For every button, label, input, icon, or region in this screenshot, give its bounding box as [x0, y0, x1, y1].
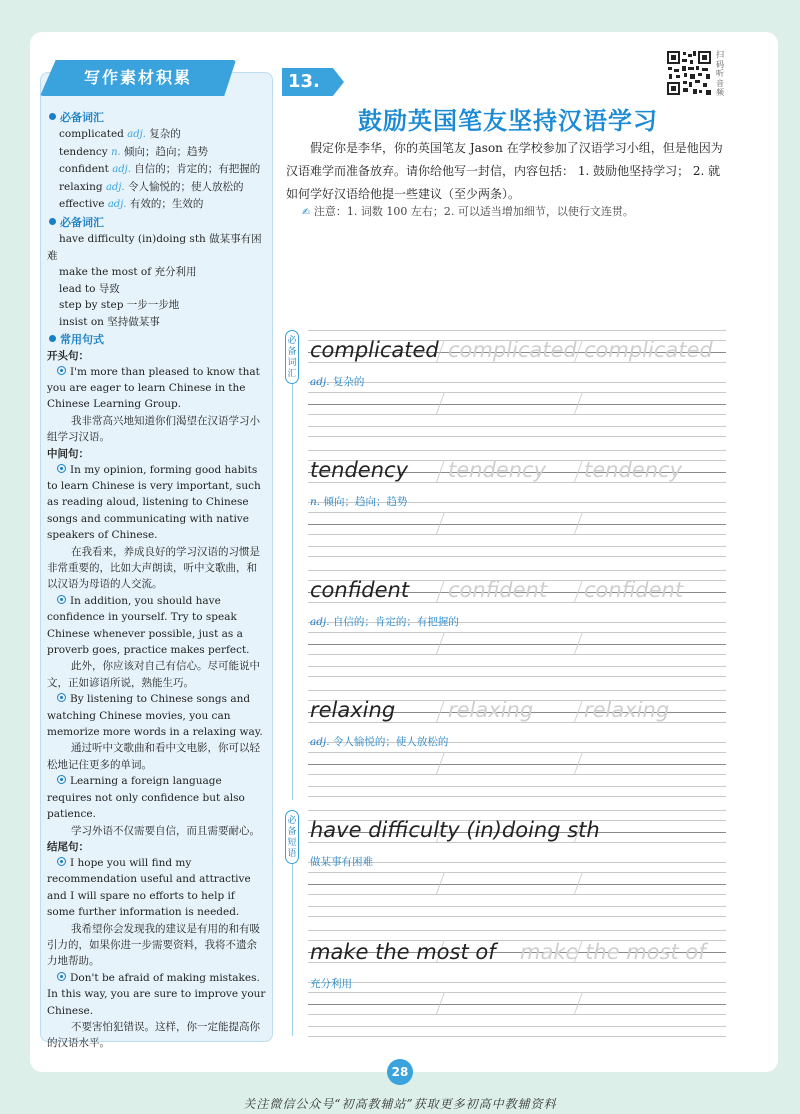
- ruled-line: [308, 362, 726, 363]
- ruled-line: [308, 392, 726, 393]
- ruled-line: [308, 872, 726, 873]
- trace-word: confident: [584, 578, 684, 602]
- practice-phrase: make the most of: [310, 940, 496, 964]
- ruled-line: [308, 556, 726, 557]
- ruled-line: [308, 1026, 726, 1027]
- practice-word: complicated: [310, 338, 439, 362]
- ruled-line: [308, 1014, 726, 1015]
- ruled-line: [308, 382, 726, 383]
- ruled-line: [308, 894, 726, 895]
- ruled-line: [308, 632, 726, 633]
- vocab-item: relaxing adj. 令人愉悦的；使人放松的: [59, 180, 244, 193]
- opening-label: 开头句：: [47, 349, 89, 362]
- vocab-item: confident adj. 自信的；肯定的；有把握的: [59, 163, 261, 176]
- margin-line: [292, 850, 293, 1036]
- sentence-zh: 不要害怕犯错误。这样，你一定能提高你的汉语水平。: [47, 1020, 260, 1050]
- ruled-line: [308, 906, 726, 907]
- target-icon: [57, 693, 66, 702]
- sentence-en: I'm more than pleased to know that you are eager to learn Chinese in the Chinese Learning Group.: [47, 365, 260, 411]
- trace-word: relaxing: [584, 698, 670, 722]
- phrase-item: have difficulty (in)doing sth 做某事有困难: [47, 232, 262, 262]
- ruled-line: [308, 884, 726, 885]
- ruled-line: [308, 666, 726, 667]
- closing-label: 结尾句：: [47, 840, 89, 853]
- bullet-icon: [49, 113, 56, 120]
- target-icon: [57, 775, 66, 784]
- ruled-line: [308, 546, 726, 547]
- ruled-line: [308, 810, 726, 811]
- vocab-item: effective adj. 有效的；生效的: [59, 198, 204, 211]
- ruled-line: [308, 796, 726, 797]
- bullet-icon: [49, 335, 56, 342]
- ruled-line: [308, 842, 726, 843]
- trace-word: complicated: [584, 338, 713, 362]
- trace-word: tendency: [448, 458, 546, 482]
- word-meaning: adj. 令人愉悦的；使人放松的: [310, 736, 449, 748]
- ruled-line: [308, 534, 726, 535]
- ruled-line: [308, 786, 726, 787]
- ruled-line: [308, 764, 726, 765]
- sentence-en: Learning a foreign language requires not only confidence but also patience.: [47, 775, 245, 821]
- ruled-line: [308, 1004, 726, 1005]
- trace-phrase: make the most of: [520, 940, 706, 964]
- sentence-zh: 此外，你应该对自己有信心。尽可能说中文，正如谚语所说，熟能生巧。: [47, 660, 260, 689]
- ruled-line: [308, 982, 726, 983]
- practice-word: confident: [310, 578, 410, 602]
- margin-line: [292, 330, 293, 800]
- phrase-meaning: 充分利用: [310, 978, 352, 990]
- ruled-line: [308, 992, 726, 993]
- word-meaning: adj. 复杂的: [310, 376, 365, 388]
- footer-note: 关注微信公众号“初高教辅站”获取更多初高中教辅资料: [243, 1097, 557, 1111]
- ruled-line: [308, 482, 726, 483]
- sentence-zh: 我非常高兴地知道你们渴望在汉语学习小组学习汉语。: [47, 414, 260, 444]
- target-icon: [57, 972, 66, 981]
- section-heading-sentences: 常用句式: [47, 332, 266, 348]
- word-meaning: adj. 自信的；肯定的；有把握的: [310, 616, 459, 628]
- writing-prompt: 假定你是李华，你的英国笔友 Jason 在学校参加了汉语学习小组，但是他因为汉语难学而准备放弃。请你给他写一封信，内容包括： 1. 鼓励他坚持学习； 2. 就如何学好汉语给他提一些建议（至少两条）。: [286, 141, 723, 201]
- ruled-line: [308, 690, 726, 691]
- middle-label: 中间句：: [47, 447, 89, 460]
- trace-word: relaxing: [448, 698, 534, 722]
- sentence-en: In my opinion, forming good habits to learn Chinese is very important, such as reading aloud, listening to Chinese songs and communicating with native speakers of Chinese.: [47, 463, 261, 542]
- sentence-zh: 通过听中文歌曲和看中文电影，你可以轻松地记住更多的单词。: [47, 742, 260, 771]
- ruled-line: [308, 602, 726, 603]
- writing-material-sidebar: [40, 72, 273, 1050]
- ruled-line: [308, 426, 726, 427]
- sidebar-banner: [40, 60, 236, 96]
- pen-icon: ✍: [302, 207, 311, 218]
- ruled-line: [308, 644, 726, 645]
- practice-phrase: have difficulty (in)doing sth: [310, 818, 600, 842]
- qr-label: 扫码听音频: [716, 50, 724, 97]
- section-heading-vocab: 必备词汇: [47, 110, 266, 126]
- sentence-en: Don't be afraid of making mistakes. In this way, you are sure to improve your Chinese.: [47, 971, 266, 1017]
- writing-note: ✍ 注意：1. 词数 100 左右；2. 可以适当增加细节，以使行文连贯。: [302, 205, 634, 218]
- section-heading-phrases: 必备词汇: [47, 215, 266, 231]
- sentence-en: In addition, you should have confidence in yourself. Try to speak Chinese whenever possible, just as a proverb goes, practice makes perfect.: [47, 594, 250, 657]
- ruled-line: [308, 752, 726, 753]
- phrase-item: lead to 导致: [59, 282, 120, 295]
- trace-word: complicated: [448, 338, 577, 362]
- ruled-line: [308, 330, 726, 331]
- qr-code-icon[interactable]: [666, 50, 712, 96]
- sentence-zh: 学习外语不仅需要自信，而且需要耐心。: [71, 824, 260, 837]
- page-title: 鼓励英国笔友坚持汉语学习: [358, 107, 658, 135]
- target-icon: [57, 464, 66, 473]
- ruled-line: [308, 450, 726, 451]
- ruled-line: [308, 512, 726, 513]
- vocab-item: complicated adj. 复杂的: [59, 128, 181, 140]
- ruled-line: [308, 722, 726, 723]
- phrase-item: step by step 一步一步地: [59, 299, 180, 312]
- sidebar-title: 写作素材积累: [83, 68, 192, 87]
- sentence-zh: 在我看来，养成良好的学习汉语的习惯是非常重要的，比如大声朗读，听中文歌曲，和以汉语为母语的人交流。: [47, 545, 260, 591]
- practice-word: relaxing: [310, 698, 396, 722]
- target-icon: [57, 595, 66, 604]
- trace-word: confident: [448, 578, 548, 602]
- ruled-line: [308, 676, 726, 677]
- word-meaning: n. 倾向；趋向；趋势: [310, 496, 408, 508]
- sentence-en: I hope you will find my recommendation useful and attractive and I will spare no efforts to help if some further information is needed.: [47, 856, 251, 919]
- ruled-line: [308, 930, 726, 931]
- phrase-item: make the most of 充分利用: [59, 266, 197, 279]
- tag-must-phrases: 必备短语: [285, 810, 299, 864]
- ruled-line: [308, 414, 726, 415]
- ruled-line: [308, 436, 726, 437]
- ruled-line: [308, 774, 726, 775]
- tag-must-words: 必备词汇: [285, 330, 299, 384]
- phrase-meaning: 做某事有困难: [310, 856, 373, 868]
- sentence-zh: 我希望你会发现我的建议是有用的和有吸引力的，如果你进一步需要资料，我将不遗余力地帮助。: [47, 922, 260, 968]
- ruled-line: [308, 1036, 726, 1037]
- page-number: 28: [387, 1059, 413, 1085]
- trace-word: tendency: [584, 458, 682, 482]
- target-icon: [57, 857, 66, 866]
- ruled-line: [308, 916, 726, 917]
- task-number-badge: [282, 68, 344, 96]
- vocab-item: tendency n. 倾向；趋向；趋势: [59, 145, 209, 158]
- target-icon: [57, 366, 66, 375]
- ruled-line: [308, 404, 726, 405]
- phrase-item: insist on 坚持做某事: [59, 315, 160, 328]
- ruled-line: [308, 654, 726, 655]
- ruled-line: [308, 570, 726, 571]
- sentence-en: By listening to Chinese songs and watching Chinese movies, you can memorize more words in a relaxing way.: [47, 693, 263, 739]
- task-number: 13.: [288, 71, 320, 92]
- practice-word: tendency: [310, 458, 408, 482]
- ruled-line: [308, 524, 726, 525]
- bullet-icon: [49, 218, 56, 225]
